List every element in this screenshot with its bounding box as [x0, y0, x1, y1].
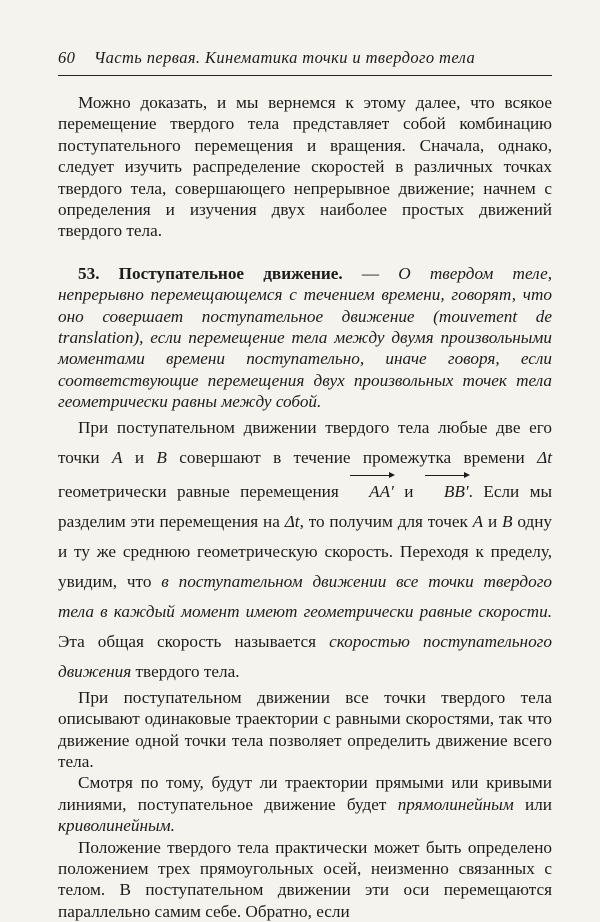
text-run: твердого тела.	[131, 661, 240, 681]
text-run: геометрически равные перемещения	[58, 481, 350, 501]
italic-term: прямолинейным	[397, 794, 514, 814]
definition-part-1: О твердом теле, непрерывно перемещающемся с течением времени, говорят, что оно совершает поступательное движение (	[58, 263, 552, 326]
section-53-dash: —	[342, 263, 399, 283]
french-term: mouvement de translation	[58, 306, 552, 348]
section-gap	[58, 242, 552, 263]
vector-bb-prime: BB′	[424, 473, 469, 507]
delta-t: Δt	[537, 447, 552, 467]
text-run: Смотря по тому, будут ли траектории прямыми или кривыми линиями, поступательное движение будет	[58, 773, 552, 814]
page-body	[58, 92, 552, 922]
vector-aa-prime: AA′	[349, 473, 394, 507]
definition-part-2: ), если перемещение тела между двумя произвольными моментами времени поступательно, иначе говоря, если соответствующие перемещения двух произвольных точек тела геометрически равны между собой.	[58, 328, 552, 412]
italic-term: криволинейным.	[58, 816, 175, 836]
running-header	[58, 48, 552, 68]
text-run: Эта общая скорость называется	[58, 631, 330, 651]
page-number: 60	[58, 48, 76, 67]
italic-term: скоростью поступательного движения	[58, 631, 552, 681]
italic-statement: в поступательном движении все точки твердого тела в каждый момент имеют геометрически равные скорости.	[58, 571, 552, 621]
paragraph-translation-velocity	[58, 413, 552, 687]
section-53-definition	[58, 263, 552, 413]
text-run: и	[393, 481, 424, 501]
text-run: или	[513, 794, 552, 814]
text-run: и	[483, 511, 503, 531]
paragraph-axes: Положение твердого тела практически может быть определено положением трех прямоугольных осей, неизменно связанных с телом. В поступательном движении эти оси перемещаются параллельно самим себе. Обратно, если	[58, 837, 552, 921]
point-b: B	[156, 447, 167, 467]
paragraph-rectilinear	[58, 772, 552, 836]
delta-t-2: Δt,	[284, 511, 304, 531]
section-53-heading: 53. Поступательное движение.	[78, 263, 343, 283]
point-a: A	[111, 447, 123, 467]
text-run: совершают в течение промежутка времени	[166, 447, 538, 467]
text-run: и	[122, 447, 157, 467]
text-run: одну и ту же среднюю геометрическую скорость. Переходя к пределу, увидим, что	[58, 511, 553, 591]
text-run: При поступательном движении твердого тела любые две его точки	[58, 417, 552, 467]
point-b: B	[502, 511, 513, 531]
point-a: A	[472, 511, 484, 531]
running-title: Часть первая. Кинематика точки и твердого тела	[93, 48, 476, 67]
paragraph-trajectories: При поступательном движении все точки твердого тела описывают одинаковые траектории с равными скоростями, так что движение одной точки тела позволяет определить движение всего тела.	[58, 687, 552, 771]
header-rule	[58, 75, 552, 76]
paragraph-intro: Можно доказать, и мы вернемся к этому далее, что всякое перемещение твердого тела представляет собой комбинацию поступательного перемещения и вращения. Сначала, однако, следует изучить распределение скоростей в различных точках твердого тела, совершающего непрерывное движение; начнем с определения и изучения двух наиболее простых движений твердого тела.	[58, 93, 552, 241]
text-run: то получим для точек	[303, 511, 473, 531]
text-run: . Если мы разделим эти перемещения на	[58, 481, 553, 531]
